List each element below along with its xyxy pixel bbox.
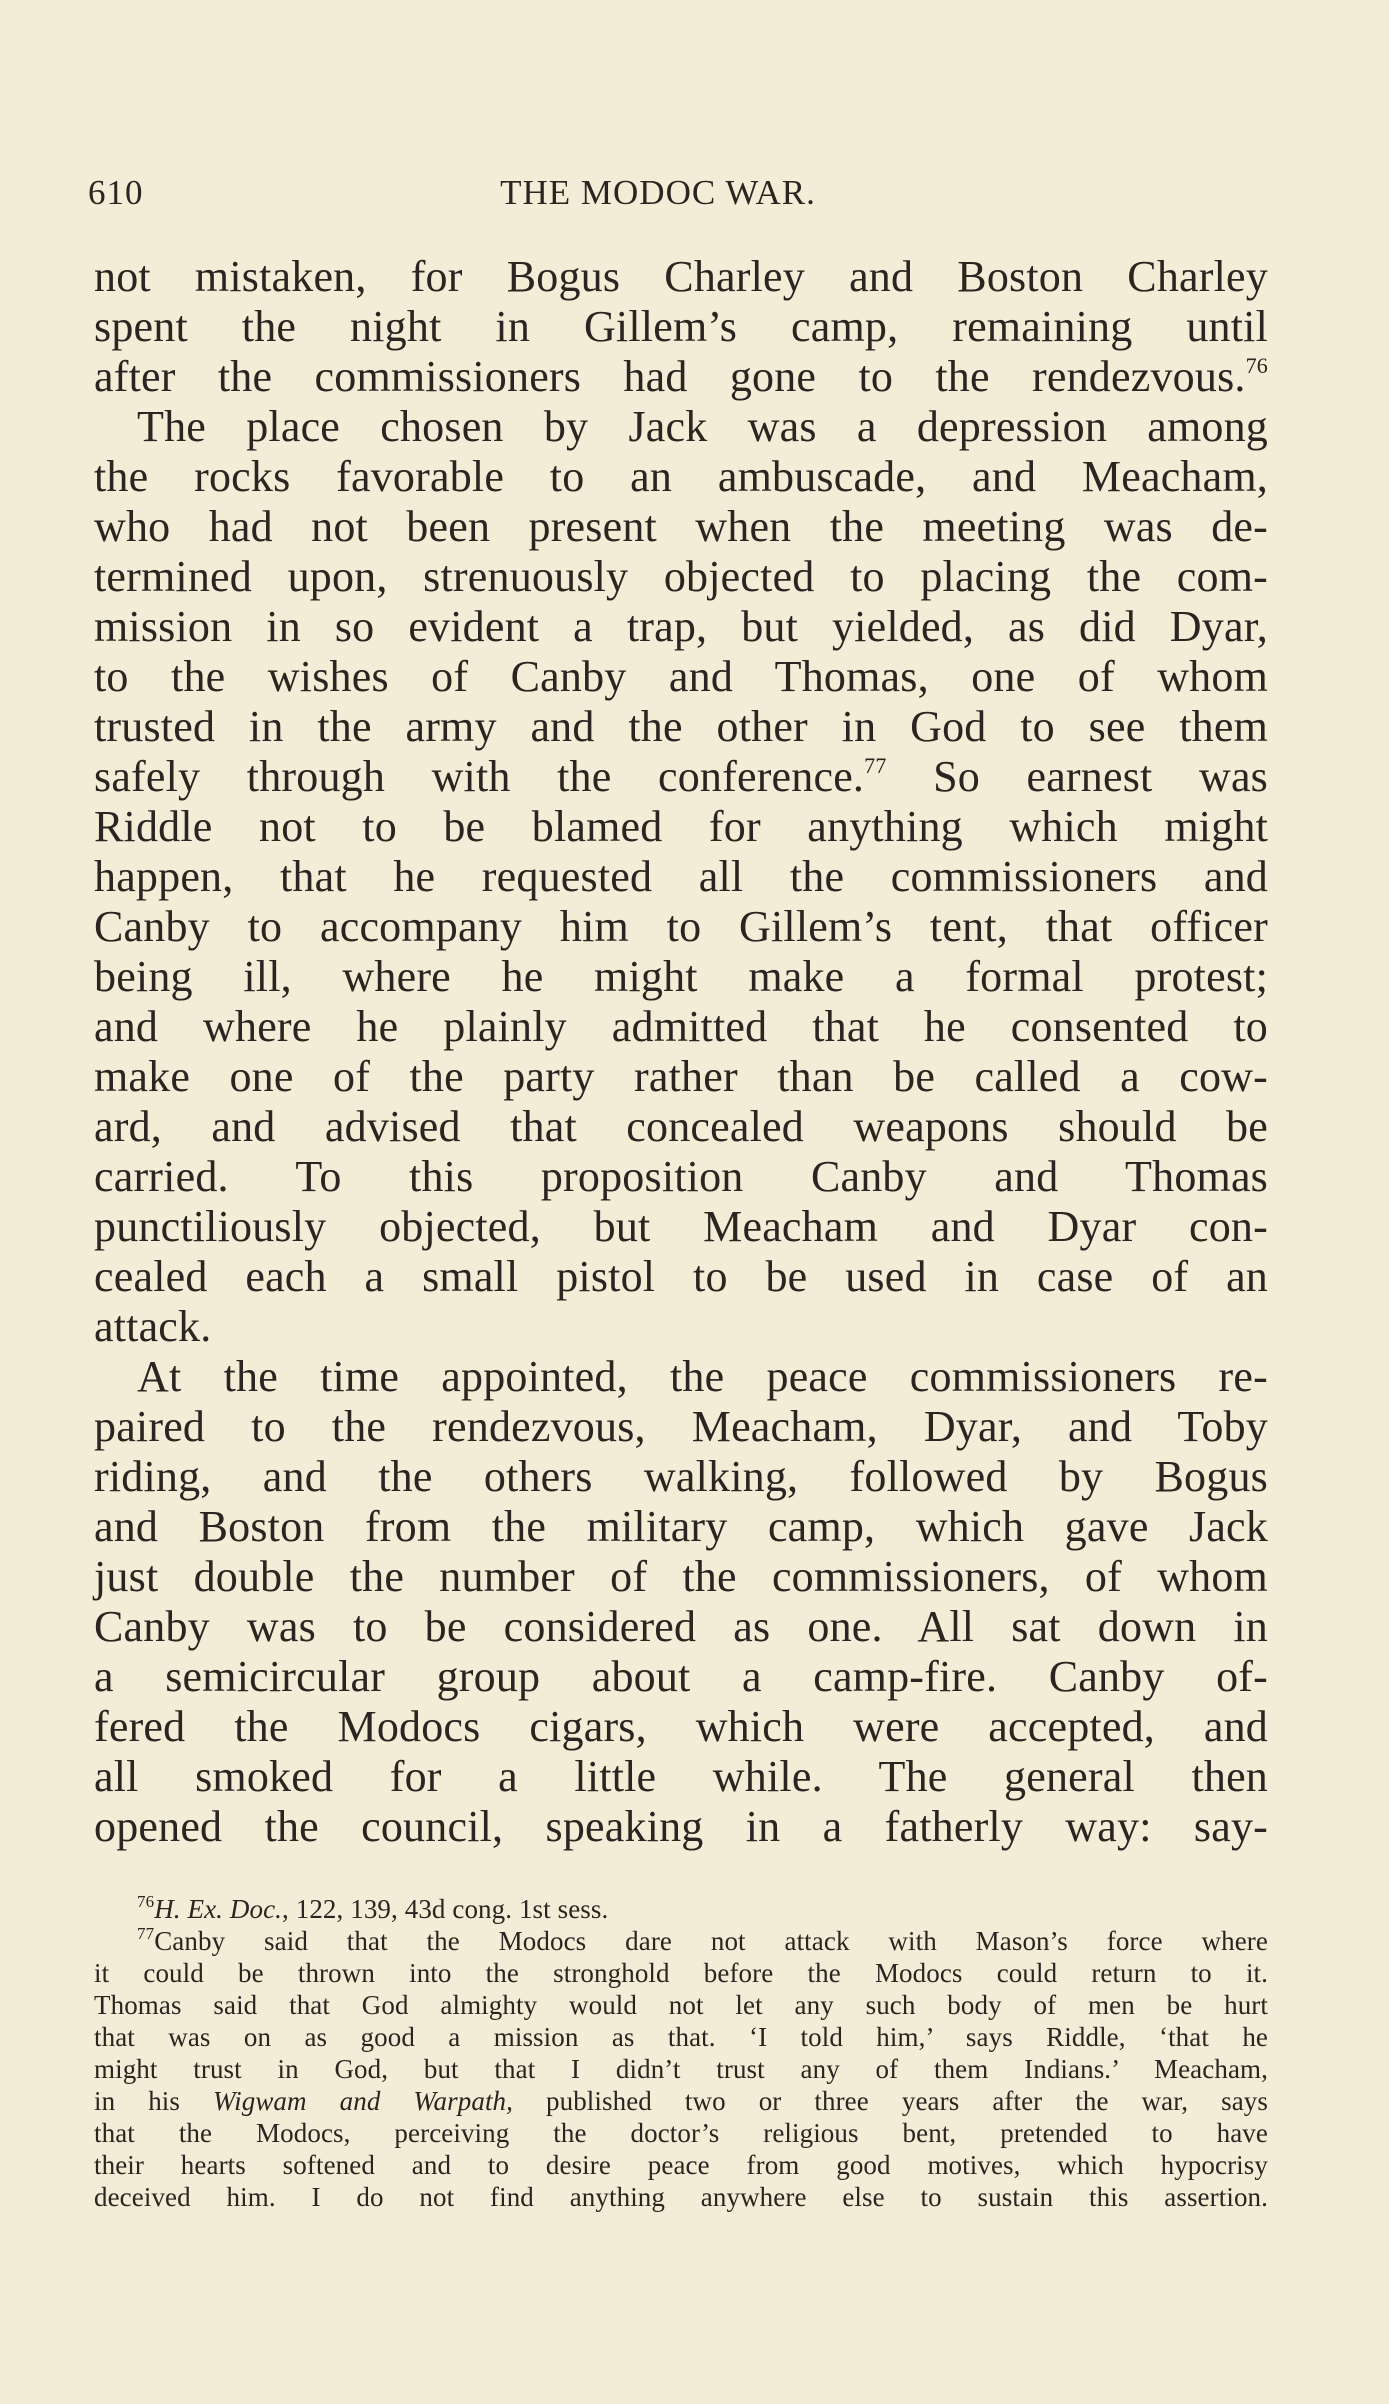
text-line: to the wishes of Canby and Thomas, one of whom — [94, 652, 1268, 701]
text-line: carried. To this proposition Canby and Thomas — [94, 1152, 1268, 1201]
text-line: mission in so evident a trap, but yielded, as did Dyar, — [94, 602, 1268, 651]
text-line: opened the council, speaking in a fatherly way: say- — [94, 1802, 1268, 1851]
running-title: THE MODOC WAR. — [500, 173, 816, 212]
text-line: happen, that he requested all the commissioners and — [94, 852, 1268, 901]
footnote-text: published two or three years after the war, says — [513, 2086, 1268, 2116]
footnote-77-line: Thomas said that God almighty would not let any such body of men be hurt — [94, 1990, 1268, 2020]
text-line: punctiliously objected, but Meacham and Dyar con- — [94, 1202, 1268, 1251]
footnote-77-line: it could be thrown into the stronghold before the Modocs could return to it. — [94, 1958, 1268, 1988]
text-line — [94, 752, 1268, 802]
text-line: attack. — [94, 1302, 212, 1351]
text-line: who had not been present when the meeting was de- — [94, 502, 1268, 551]
text-line: ard, and advised that concealed weapons should be — [94, 1102, 1268, 1151]
page-number: 610 — [88, 173, 144, 212]
footnote-ref-77: 77 — [864, 753, 887, 778]
text-line-content: safely through with the conference. — [94, 752, 865, 801]
footnote-ref-76: 76 — [1245, 353, 1268, 378]
text-line-tail: So earnest was — [933, 752, 1268, 801]
text-line: being ill, where he might make a formal protest; — [94, 952, 1268, 1001]
footnote-text: , 122, 139, 43d cong. 1st sess. — [282, 1894, 609, 1924]
text-line: the rocks favorable to an ambuscade, and Meacham, — [94, 452, 1268, 501]
text-line: riding, and the others walking, followed by Bogus — [94, 1452, 1268, 1501]
text-line-content: after the commissioners had gone to the rendezvous. — [94, 352, 1246, 401]
footnote-77-line: that was on as good a mission as that. ‘I told him,’ says Riddle, ‘that he — [94, 2022, 1268, 2052]
text-line: and Boston from the military camp, which gave Jack — [94, 1502, 1268, 1551]
text-line: Canby was to be considered as one. All sat down in — [94, 1602, 1268, 1651]
text-line: not mistaken, for Bogus Charley and Boston Charley — [94, 252, 1268, 301]
footnote-source-title: H. Ex. Doc. — [154, 1894, 283, 1924]
text-line: Canby to accompany him to Gillem’s tent, that officer — [94, 902, 1268, 951]
text-line: The place chosen by Jack was a depression among — [137, 402, 1268, 451]
text-line: paired to the rendezvous, Meacham, Dyar, and Toby — [94, 1402, 1268, 1451]
text-line: a semicircular group about a camp-fire. Canby of- — [94, 1652, 1268, 1701]
footnote-text: Canby said that the Modocs dare not attack with Mason’s force where — [154, 1926, 1268, 1956]
footnote-text: in his — [94, 2086, 214, 2116]
text-line: At the time appointed, the peace commissioners re- — [137, 1352, 1268, 1401]
text-line: make one of the party rather than be called a cow- — [94, 1052, 1268, 1101]
text-line: trusted in the army and the other in God to see them — [94, 702, 1268, 751]
text-line: just double the number of the commissioners, of whom — [94, 1552, 1268, 1601]
text-line — [94, 352, 1268, 402]
footnote-77-line — [94, 2085, 1268, 2117]
body-text — [94, 252, 1268, 1852]
text-line: all smoked for a little while. The general then — [94, 1752, 1268, 1801]
text-line: cealed each a small pistol to be used in case of an — [94, 1252, 1268, 1301]
footnote-77-line — [94, 1925, 1268, 1957]
footnote-76 — [94, 1893, 1268, 1925]
text-line: spent the night in Gillem’s camp, remaining until — [94, 302, 1268, 351]
footnote-77-line: deceived him. I do not find anything anywhere else to sustain this assertion. — [94, 2182, 1268, 2212]
text-line: termined upon, strenuously objected to placing the com- — [94, 552, 1268, 601]
running-head — [88, 168, 1228, 218]
footnote-mark-77: 77 — [137, 1924, 155, 1943]
footnote-77-line: their hearts softened and to desire peace from good motives, which hypocrisy — [94, 2150, 1268, 2180]
footnote-77-line: that the Modocs, perceiving the doctor’s religious bent, pretended to have — [94, 2118, 1268, 2148]
text-line: and where he plainly admitted that he consented to — [94, 1002, 1268, 1051]
footnotes — [94, 1893, 1268, 2213]
footnote-book-title: Wigwam and Warpath, — [213, 2086, 513, 2116]
text-line: Riddle not to be blamed for anything which might — [94, 802, 1268, 851]
footnote-77-line: might trust in God, but that I didn’t trust any of them Indians.’ Meacham, — [94, 2054, 1268, 2084]
footnote-mark-76: 76 — [137, 1892, 155, 1911]
text-line: fered the Modocs cigars, which were accepted, and — [94, 1702, 1268, 1751]
